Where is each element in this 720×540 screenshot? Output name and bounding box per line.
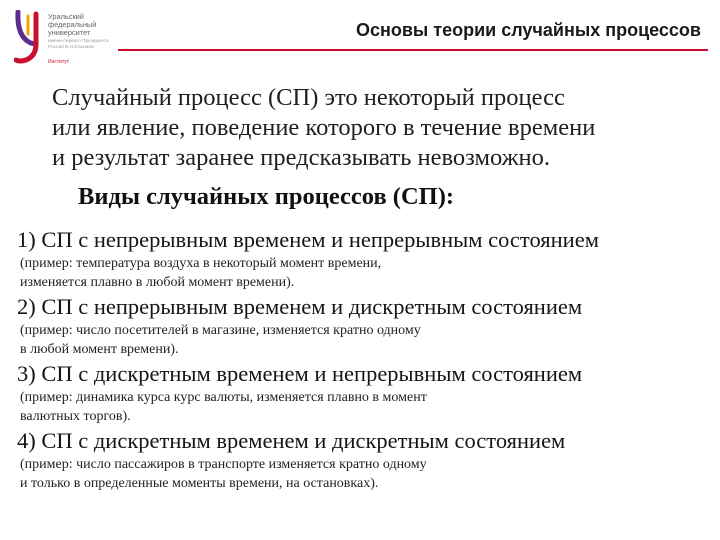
definition-paragraph <box>52 83 712 173</box>
slide-header <box>0 0 720 65</box>
definition-line: и результат заранее предсказывать невозможно. <box>52 144 551 171</box>
types-heading: Виды случайных процессов (СП): <box>78 183 455 210</box>
type-example: (пример: число посетителей в магазине, изменяется кратно одному в любой момент времени). <box>20 323 421 357</box>
types-list <box>17 226 707 493</box>
type-example: (пример: температура воздуха в некоторый момент времени, изменяется плавно в любой момент времени). <box>20 256 382 290</box>
university-logo-icon <box>14 10 42 64</box>
type-item <box>17 360 707 426</box>
type-title: 4) СП с дискретным временем и дискретным состоянием <box>17 428 566 453</box>
type-item <box>17 226 707 292</box>
type-example: (пример: число пассажиров в транспорте изменяется кратно одному и только в определенные моменты времени, на остановках). <box>20 457 427 491</box>
type-example: (пример: динамика курса курс валюты, изменяется плавно в момент валютных торгов). <box>20 390 427 424</box>
university-logo <box>14 10 134 64</box>
type-title: 1) СП с непрерывным временем и непрерывным состоянием <box>17 227 599 252</box>
type-title: 3) СП с дискретным временем и непрерывным состоянием <box>17 361 583 386</box>
type-item <box>17 293 707 359</box>
logo-institute-label: Институт <box>48 59 70 65</box>
type-title: 2) СП с непрерывным временем и дискретным состоянием <box>17 294 583 319</box>
slide-title: Основы теории случайных процессов <box>355 20 701 40</box>
definition-line: или явление, поведение которого в течение времени <box>52 114 596 141</box>
header-divider <box>118 49 708 51</box>
definition-line: Случайный процесс (СП) это некоторый процесс <box>52 84 565 111</box>
logo-name-text: Уральский федеральный университет <box>48 12 97 37</box>
type-item <box>17 427 707 493</box>
logo-subtitle: имени первого Президента России Б.Н.Ельцина <box>48 39 109 50</box>
